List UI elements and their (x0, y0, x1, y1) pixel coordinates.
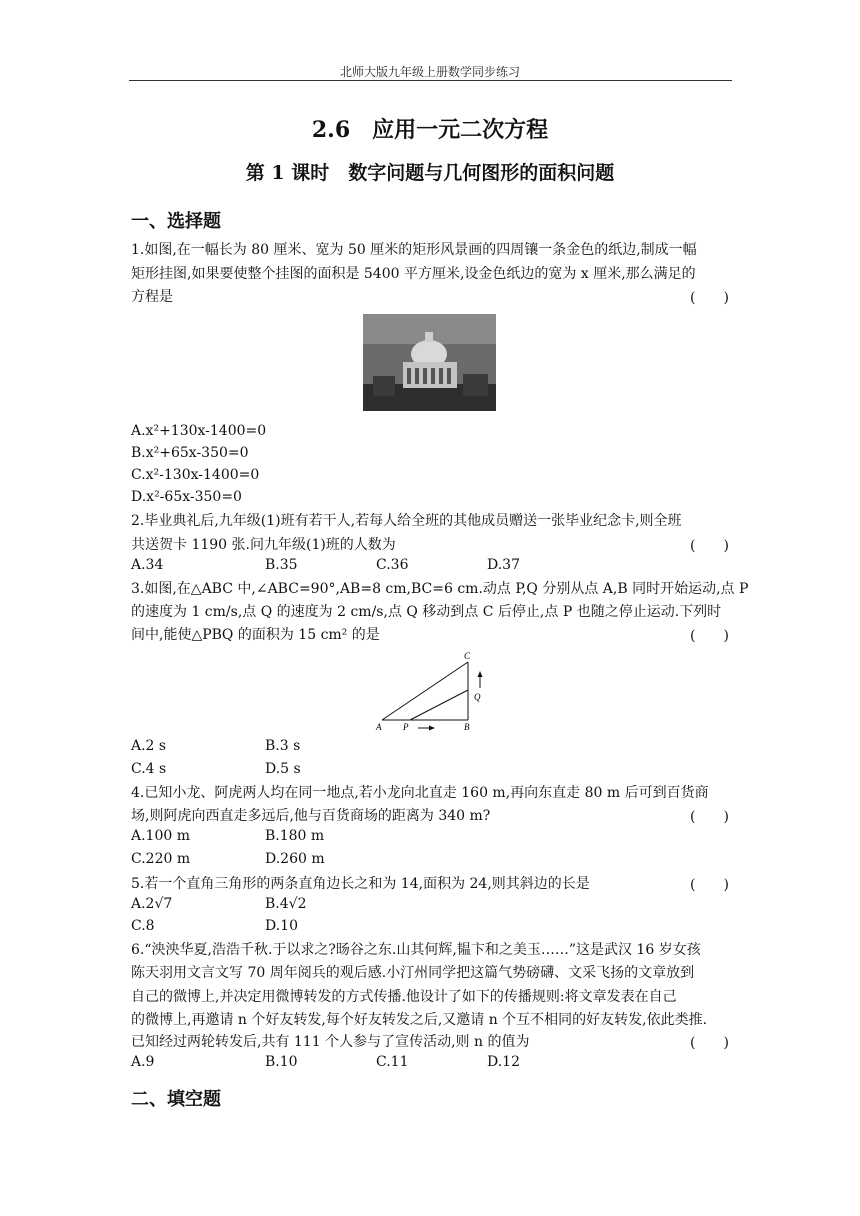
label-p: P (403, 722, 409, 732)
q2-answer-blank: ( ) (690, 538, 729, 554)
q2-line-1: 2.毕业典礼后,九年级(1)班有若干人,若每人给全班的其他成员赠送一张毕业纪念卡,则全班 (131, 513, 682, 529)
q2-option-c: C.36 (376, 557, 409, 573)
q1-line-3: 方程是 (131, 289, 173, 305)
q6-line-5: 已知经过两轮转发后,共有 111 个人参与了宣传活动,则 n 的值为 (131, 1034, 530, 1050)
q3-line-1: 3.如图,在△ABC 中,∠ABC=90°,AB=8 cm,BC=6 cm.动点 P,Q 分别从点 A,B 同时开始运动,点 P (131, 581, 749, 597)
q1-line-2: 矩形挂图,如果要使整个挂图的面积是 5400 平方厘米,设金色纸边的宽为 x 厘米,那么满足的 (131, 266, 696, 282)
header-rule (129, 80, 732, 81)
q3-option-a: A.2 s (131, 738, 167, 754)
triangle-diagram (372, 650, 492, 738)
q5-answer-blank: ( ) (690, 877, 729, 893)
lesson-title: 2.6 应用一元二次方程 (311, 117, 549, 143)
q6-option-b: B.10 (265, 1054, 298, 1070)
q6-line-4: 的微博上,再邀请 n 个好友转发,每个好友转发之后,又邀请 n 个互不相同的好友转发,依此类推. (131, 1012, 708, 1028)
q1-option-d: D.x²-65x-350=0 (131, 489, 242, 505)
q5-option-d: D.10 (265, 918, 298, 934)
q1-option-c: C.x²-130x-1400=0 (131, 467, 260, 483)
q6-line-3: 自己的微博上,并决定用微博转发的方式传播.他设计了如下的传播规则:将文章发表在自己 (131, 989, 677, 1005)
section-choice-heading: 一、选择题 (131, 211, 221, 232)
q3-line-2: 的速度为 1 cm/s,点 Q 的速度为 2 cm/s,点 Q 移动到点 C 后停止,点 P 也随之停止运动.下列时 (131, 604, 722, 620)
q5-option-a: A.2√7 (131, 896, 173, 912)
label-a: A (376, 722, 382, 732)
q1-option-b: B.x²+65x-350=0 (131, 445, 249, 461)
page-header: 北师大版九年级上册数学同步练习 (339, 65, 520, 79)
q4-option-a: A.100 m (131, 828, 191, 844)
q3-option-d: D.5 s (265, 761, 301, 777)
q3-option-c: C.4 s (131, 761, 167, 777)
lesson-subtitle: 第 1 课时 数字问题与几何图形的面积问题 (245, 162, 615, 184)
label-q: Q (474, 692, 481, 702)
q4-option-d: D.260 m (265, 851, 325, 867)
q4-option-c: C.220 m (131, 851, 191, 867)
q6-answer-blank: ( ) (690, 1035, 729, 1051)
q6-line-2: 陈天羽用文言文写 70 周年阅兵的观后感.小汀州同学把这篇气势磅礴、文采飞扬的文章放到 (131, 965, 695, 981)
q6-option-c: C.11 (376, 1054, 409, 1070)
q2-option-a: A.34 (131, 557, 164, 573)
q2-option-b: B.35 (265, 557, 298, 573)
q5-line-1: 5.若一个直角三角形的两条直角边长之和为 14,面积为 24,则其斜边的长是 (131, 876, 590, 892)
q6-option-d: D.12 (487, 1054, 520, 1070)
landscape-photo (363, 314, 496, 411)
label-b: B (464, 722, 470, 732)
q1-line-1: 1.如图,在一幅长为 80 厘米、宽为 50 厘米的矩形风景画的四周镶一条金色的纸边,制成一幅 (131, 242, 697, 258)
label-c: C (464, 651, 471, 661)
q4-line-2: 场,则阿虎向西直走多远后,他与百货商场的距离为 340 m? (131, 808, 491, 824)
q3-answer-blank: ( ) (690, 628, 729, 644)
q6-option-a: A.9 (131, 1054, 155, 1070)
q4-line-1: 4.已知小龙、阿虎两人均在同一地点,若小龙向北直走 160 m,再向东直走 80 m 后可到百货商 (131, 785, 709, 801)
q2-line-2: 共送贺卡 1190 张.问九年级(1)班的人数为 (131, 537, 396, 553)
section-fill-heading: 二、填空题 (131, 1089, 221, 1110)
q2-option-d: D.37 (487, 557, 520, 573)
q1-option-a: A.x²+130x-1400=0 (131, 423, 267, 439)
q5-option-b: B.4√2 (265, 896, 307, 912)
q3-option-b: B.3 s (265, 738, 301, 754)
q1-answer-blank: ( ) (690, 290, 729, 306)
q6-line-1: 6.“泱泱华夏,浩浩千秋.于以求之?旸谷之东.山其何辉,韫卞和之美玉……”这是武汉 16 岁女孩 (131, 942, 701, 958)
q4-option-b: B.180 m (265, 828, 325, 844)
q3-line-3: 间中,能使△PBQ 的面积为 15 cm² 的是 (131, 627, 380, 643)
q5-option-c: C.8 (131, 918, 155, 934)
q4-answer-blank: ( ) (690, 809, 729, 825)
